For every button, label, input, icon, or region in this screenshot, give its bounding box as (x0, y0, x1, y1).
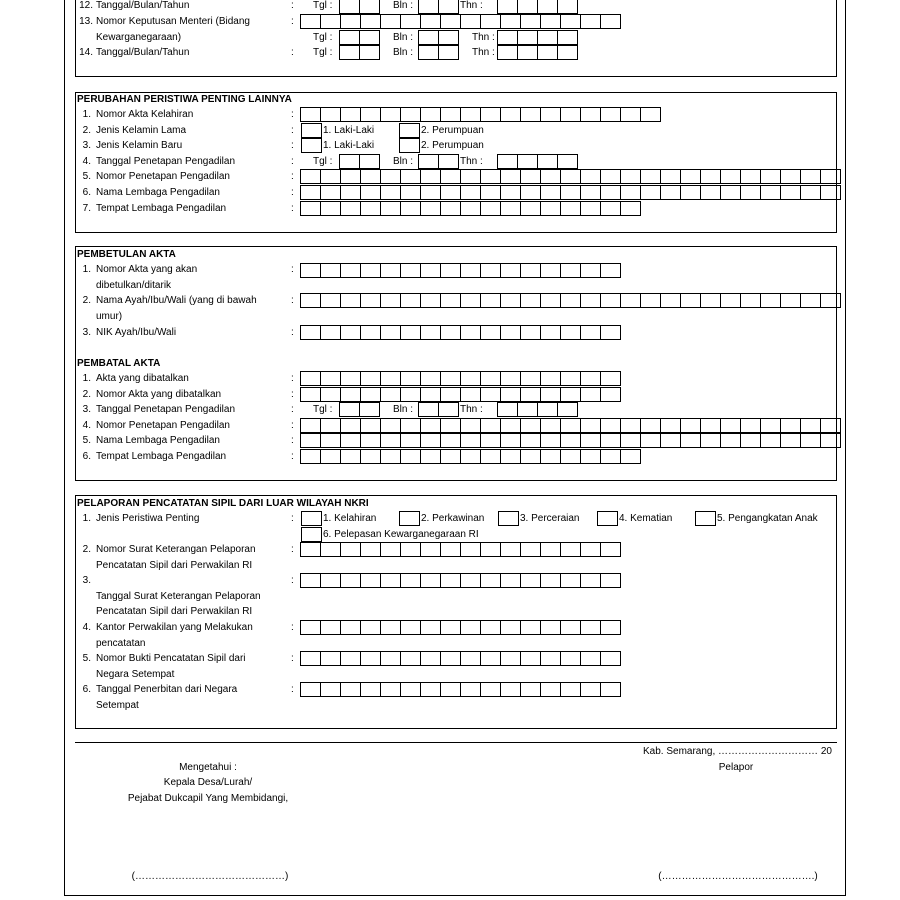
tanggal-surat-keterangan-boxes[interactable] (301, 573, 621, 588)
row-number: 14. (79, 47, 93, 58)
thn-boxes[interactable] (498, 45, 578, 60)
checkbox-perempuan[interactable] (399, 123, 420, 138)
row-number: 5. (82, 171, 91, 182)
checkbox-perempuan[interactable] (399, 138, 420, 153)
kantor-perwakilan-boxes[interactable] (301, 620, 621, 635)
row-number: 3. (82, 327, 91, 338)
nomor-akta-dibetulkan-boxes[interactable] (301, 263, 621, 278)
row-number: 2. (82, 125, 91, 136)
bln-label: Bln : (393, 32, 414, 43)
pejabat-label: Pejabat Dukcapil Yang Membidangi, (127, 793, 289, 804)
field-label: Nomor Akta yang dibatalkan (96, 389, 222, 400)
option-label: 4. Kematian (619, 513, 673, 524)
checkbox-perkawinan[interactable] (399, 511, 420, 526)
tgl-boxes[interactable] (340, 30, 380, 45)
keputusan-menteri-boxes[interactable] (301, 14, 621, 29)
field-label: Jenis Peristiwa Penting (96, 513, 200, 524)
option-label: 1. Laki-Laki (323, 140, 375, 151)
colon: : (291, 653, 294, 664)
colon: : (291, 140, 294, 151)
colon: : (291, 109, 294, 120)
tanggal-penerbitan-boxes[interactable] (301, 682, 621, 697)
thn-label: Thn : (472, 47, 495, 58)
checkbox-laki-laki[interactable] (301, 138, 322, 153)
row-number: 1. (82, 513, 91, 524)
bln-label: Bln : (393, 156, 414, 167)
thn-label: Thn : (460, 404, 483, 415)
nomor-akta-dibatalkan-boxes[interactable] (301, 387, 621, 402)
thn-boxes[interactable] (498, 0, 578, 14)
checkbox-pelepasan-kewarganegaraan[interactable] (301, 527, 322, 542)
row-number: 2. (82, 295, 91, 306)
option-label: 5. Pengangkatan Anak (717, 513, 818, 524)
colon: : (291, 575, 294, 586)
colon: : (291, 544, 294, 555)
row-number: 6. (82, 187, 91, 198)
tgl-label: Tgl : (313, 32, 333, 43)
bln-boxes[interactable] (419, 0, 459, 14)
signature-line-left: (………………………………………) (131, 871, 289, 882)
field-label: Nomor Penetapan Pengadilan (96, 171, 230, 182)
field-label: Nama Lembaga Pengadilan (96, 435, 220, 446)
option-label: 2. Perumpuan (421, 125, 484, 136)
row-number: 2. (82, 544, 91, 555)
nomor-penetapan-boxes[interactable] (301, 169, 841, 184)
row-number: 1. (82, 264, 91, 275)
row-number: 13. (79, 16, 93, 27)
tgl-label: Tgl : (313, 0, 333, 11)
colon: : (291, 0, 294, 11)
field-label: Akta yang dibatalkan (96, 373, 189, 384)
field-label-continued: Setempat (96, 700, 139, 711)
pelapor-label: Pelapor (718, 762, 754, 773)
nik-boxes[interactable] (301, 325, 621, 340)
section-title: PEMBETULAN AKTA (77, 249, 176, 260)
field-label-continued: Pencatatan Sipil dari Perwakilan RI (96, 560, 253, 571)
colon: : (291, 16, 294, 27)
bln-boxes[interactable] (419, 402, 459, 417)
row-number: 1. (82, 109, 91, 120)
field-label-continued: umur) (96, 311, 123, 322)
thn-label: Thn : (460, 156, 483, 167)
field-label: Nomor Keputusan Menteri (Bidang (96, 16, 250, 27)
nomor-akta-kelahiran-boxes[interactable] (301, 107, 661, 122)
tgl-boxes[interactable] (340, 45, 380, 60)
field-label: Nama Lembaga Pengadilan (96, 187, 220, 198)
thn-label: Thn : (460, 0, 483, 11)
tgl-label: Tgl : (313, 404, 333, 415)
checkbox-perceraian[interactable] (498, 511, 519, 526)
row-number: 4. (82, 622, 91, 633)
signature-line-right: (……………………………………….) (658, 871, 818, 882)
tempat-lembaga-boxes[interactable] (301, 201, 641, 216)
mengetahui-label: Mengetahui : (179, 762, 237, 773)
row-number: 2. (82, 389, 91, 400)
colon: : (291, 47, 294, 58)
thn-boxes[interactable] (498, 30, 578, 45)
bln-boxes[interactable] (419, 30, 459, 45)
row-number: 3. (82, 140, 91, 151)
option-label: 2. Perkawinan (421, 513, 485, 524)
field-label-continued: Negara Setempat (96, 669, 175, 680)
place-date: Kab. Semarang, ………………………… 20 (643, 746, 832, 757)
tgl-boxes[interactable] (340, 0, 380, 14)
field-label: Nama Ayah/Ibu/Wali (yang di bawah (96, 295, 257, 306)
row-number: 5. (82, 435, 91, 446)
tempat-lembaga-boxes[interactable] (301, 449, 641, 464)
section-title: PERUBAHAN PERISTIWA PENTING LAINNYA (77, 94, 292, 105)
nomor-penetapan-boxes[interactable] (301, 418, 841, 433)
field-label: Nomor Akta Kelahiran (96, 109, 194, 120)
thn-label: Thn : (472, 32, 495, 43)
colon: : (291, 125, 294, 136)
field-label: Tanggal/Bulan/Tahun (96, 0, 190, 11)
field-label-continued: dibetulkan/ditarik (96, 280, 172, 291)
row-number: 4. (82, 420, 91, 431)
field-label: Jenis Kelamin Baru (96, 140, 183, 151)
divider (75, 742, 837, 743)
field-label: Tanggal Penerbitan dari Negara (96, 684, 238, 695)
field-label-continued: pencatatan (96, 638, 146, 649)
colon: : (291, 389, 294, 400)
colon: : (291, 264, 294, 275)
colon: : (291, 171, 294, 182)
field-label: Nomor Penetapan Pengadilan (96, 420, 230, 431)
nama-ayah-ibu-wali-boxes[interactable] (301, 293, 841, 308)
akta-dibatalkan-boxes[interactable] (301, 371, 621, 386)
checkbox-kelahiran[interactable] (301, 511, 322, 526)
row-number: 1. (82, 373, 91, 384)
field-label: Tempat Lembaga Pengadilan (96, 203, 227, 214)
checkbox-pengangkatan-anak[interactable] (695, 511, 716, 526)
bln-label: Bln : (393, 0, 414, 11)
thn-boxes[interactable] (498, 402, 578, 417)
colon: : (291, 420, 294, 431)
nama-lembaga-boxes[interactable] (301, 433, 841, 448)
checkbox-laki-laki[interactable] (301, 123, 322, 138)
nomor-surat-keterangan-boxes[interactable] (301, 542, 621, 557)
option-label: 1. Kelahiran (323, 513, 377, 524)
kepala-desa-label: Kepala Desa/Lurah/ (163, 777, 253, 788)
field-label-continued: Pencatatan Sipil dari Perwakilan RI (96, 606, 253, 617)
checkbox-kematian[interactable] (597, 511, 618, 526)
tgl-boxes[interactable] (340, 154, 380, 169)
colon: : (291, 373, 294, 384)
colon: : (291, 513, 294, 524)
field-label: Tempat Lembaga Pengadilan (96, 451, 227, 462)
field-label-continued: Kewarganegaraan) (96, 32, 182, 43)
bln-label: Bln : (393, 47, 414, 58)
colon: : (291, 451, 294, 462)
row-number: 5. (82, 653, 91, 664)
option-label: 3. Perceraian (520, 513, 580, 524)
colon: : (291, 295, 294, 306)
field-label: Jenis Kelamin Lama (96, 125, 187, 136)
option-label: 1. Laki-Laki (323, 125, 375, 136)
colon: : (291, 404, 294, 415)
colon: : (291, 156, 294, 167)
field-label: Nomor Bukti Pencatatan Sipil dari (96, 653, 246, 664)
field-label: Kantor Perwakilan yang Melakukan (96, 622, 253, 633)
row-number: 4. (82, 156, 91, 167)
tgl-label: Tgl : (313, 47, 333, 58)
bln-boxes[interactable] (419, 45, 459, 60)
thn-boxes[interactable] (498, 154, 578, 169)
row-number: 3. (82, 404, 91, 415)
section-title: PEMBATAL AKTA (77, 358, 161, 369)
colon: : (291, 435, 294, 446)
colon: : (291, 203, 294, 214)
row-number: 6. (82, 684, 91, 695)
field-label: Nomor Surat Keterangan Pelaporan (96, 544, 256, 555)
field-label: Tanggal Surat Keterangan Pelaporan (96, 591, 261, 602)
option-label: 2. Perumpuan (421, 140, 484, 151)
nomor-bukti-pencatatan-boxes[interactable] (301, 651, 621, 666)
field-label: Tanggal Penetapan Pengadilan (96, 156, 236, 167)
field-label: Nomor Akta yang akan (96, 264, 198, 275)
row-number: 6. (82, 451, 91, 462)
section-title: PELAPORAN PENCATATAN SIPIL DARI LUAR WILAYAH NKRI (77, 498, 369, 509)
colon: : (291, 622, 294, 633)
tgl-boxes[interactable] (340, 402, 380, 417)
bln-boxes[interactable] (419, 154, 459, 169)
row-number: 7. (82, 203, 91, 214)
field-label: Tanggal Penetapan Pengadilan (96, 404, 236, 415)
field-label: NIK Ayah/Ibu/Wali (96, 327, 177, 338)
nama-lembaga-boxes[interactable] (301, 185, 841, 200)
colon: : (291, 187, 294, 198)
row-number: 3. (82, 575, 91, 586)
bln-label: Bln : (393, 404, 414, 415)
tgl-label: Tgl : (313, 156, 333, 167)
option-label: 6. Pelepasan Kewarganegaraan RI (323, 529, 479, 540)
row-number: 12. (79, 0, 93, 11)
colon: : (291, 327, 294, 338)
field-label: Tanggal/Bulan/Tahun (96, 47, 190, 58)
colon: : (291, 684, 294, 695)
